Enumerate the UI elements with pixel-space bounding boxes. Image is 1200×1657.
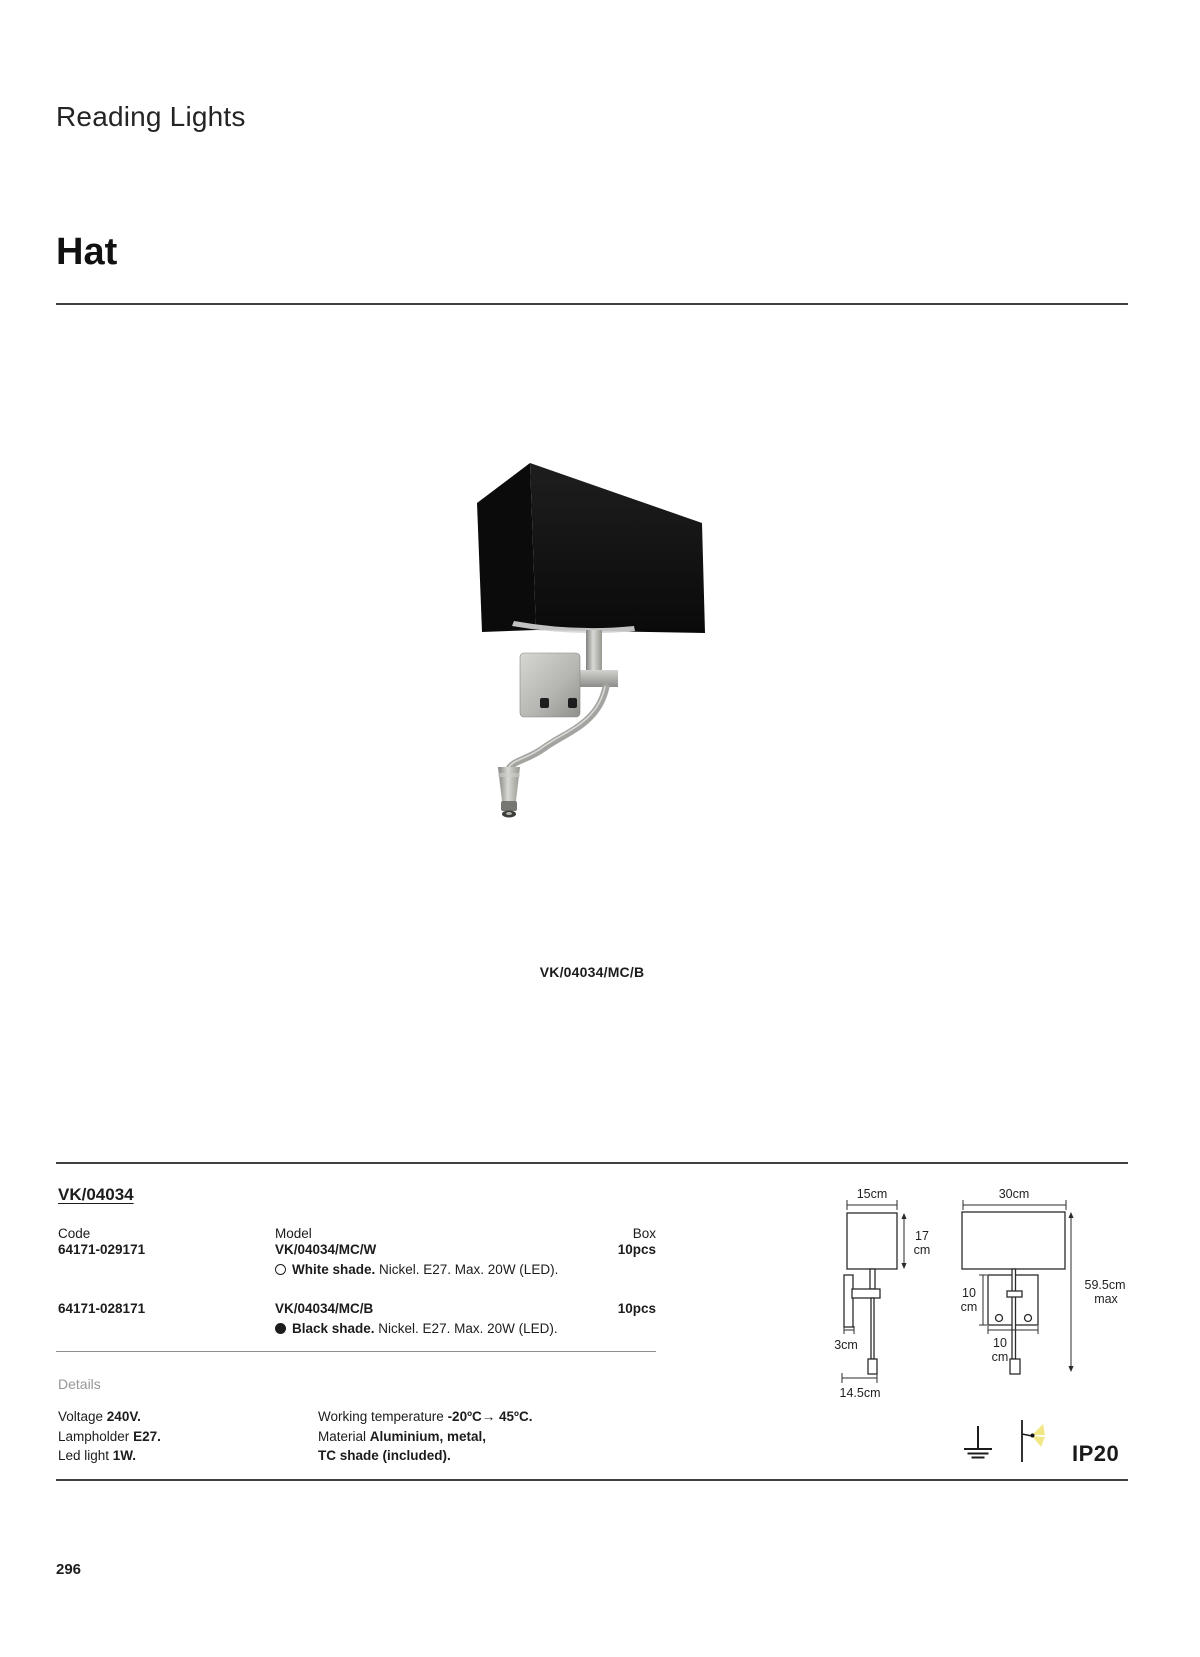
page-title: Hat (56, 231, 118, 273)
dim-height-unit: cm (913, 1243, 931, 1257)
dim-plate-width-label: 10 (993, 1336, 1007, 1350)
switch-bar-outline (1007, 1291, 1022, 1297)
ip-rating: IP20 (1072, 1441, 1120, 1466)
table-row (56, 1242, 656, 1258)
white-shade-swatch (275, 1264, 286, 1275)
box-quantity: 10pcs (617, 1301, 656, 1316)
table-row (56, 1301, 656, 1317)
col-header-model: Model (275, 1226, 312, 1241)
detail-line: Material Aluminium, metal, (318, 1428, 487, 1444)
spec-top-divider (56, 1162, 1128, 1164)
wall-plate-outline (844, 1275, 853, 1327)
table-header-row (56, 1226, 656, 1242)
product-photo-wall-lamp (440, 440, 720, 830)
photo-caption: VK/04034/MC/B (539, 964, 645, 980)
switch-button (540, 698, 549, 708)
rod-outline (871, 1298, 874, 1359)
model-description: Black shade. Nickel. E27. Max. 20W (LED). (275, 1321, 675, 1336)
detail-line: TC shade (included). (318, 1448, 451, 1463)
led-head-outline (868, 1359, 877, 1374)
switch-dot (1025, 1315, 1032, 1322)
page-number: 296 (56, 1561, 82, 1578)
rod-outline (1012, 1269, 1016, 1359)
shade-outline (847, 1213, 897, 1269)
earth-ground-icon (964, 1426, 992, 1458)
dim-plate-height-label: 10 (962, 1286, 976, 1300)
dim-plate-width-unit: cm (991, 1350, 1009, 1364)
compliance-icons (950, 1412, 1050, 1467)
stem-outline (870, 1269, 875, 1289)
dim-bracket-label: 3cm (834, 1338, 858, 1352)
detail-line: Led light 1W. (58, 1448, 137, 1463)
switch-dot (996, 1315, 1003, 1322)
category-title: Reading Lights (56, 101, 246, 132)
box-quantity: 10pcs (617, 1242, 656, 1257)
product-model: VK/04034/MC/B (275, 1301, 374, 1316)
switch-button (568, 698, 577, 708)
dim-width-label: 15cm (856, 1187, 888, 1201)
details-divider (56, 1351, 656, 1352)
dimension-drawing-side-view (825, 1180, 940, 1405)
dim-height-label: 17 (915, 1229, 929, 1243)
product-model: VK/04034/MC/W (275, 1242, 377, 1257)
led-head (498, 767, 520, 801)
black-shade-swatch (275, 1323, 286, 1334)
header-divider (56, 303, 1128, 305)
model-description: White shade. Nickel. E27. Max. 20W (LED). (275, 1262, 675, 1277)
detail-line: Working temperature -20ºC→ 45ºC. (318, 1409, 533, 1424)
product-code: 64171-028171 (58, 1301, 146, 1316)
details-label: Details (58, 1376, 101, 1392)
details-right-column (318, 1407, 532, 1466)
sku-heading: VK/04034 (58, 1185, 134, 1204)
dim-max-height-label: 59.5cm (1084, 1278, 1126, 1292)
detail-line: Lampholder E27. (58, 1428, 161, 1444)
col-header-code: Code (58, 1226, 91, 1241)
lamp-shade (477, 463, 705, 633)
product-code: 64171-029171 (58, 1242, 146, 1257)
dim-plate-height-unit: cm (960, 1300, 978, 1314)
arm-outline (852, 1289, 880, 1298)
dim-max-height-unit: max (1094, 1292, 1118, 1306)
dim-depth-label: 14.5cm (839, 1386, 881, 1400)
detail-line: Voltage 240V. (58, 1409, 141, 1424)
wall-light-icon (1022, 1420, 1045, 1462)
footer-divider (56, 1479, 1128, 1481)
dim-width-label: 30cm (998, 1187, 1030, 1201)
shade-outline (962, 1212, 1065, 1269)
led-head-outline (1010, 1359, 1020, 1374)
dimension-drawing-front-view (955, 1180, 1140, 1405)
details-left-column (58, 1407, 161, 1466)
col-header-box: Box (632, 1226, 656, 1241)
